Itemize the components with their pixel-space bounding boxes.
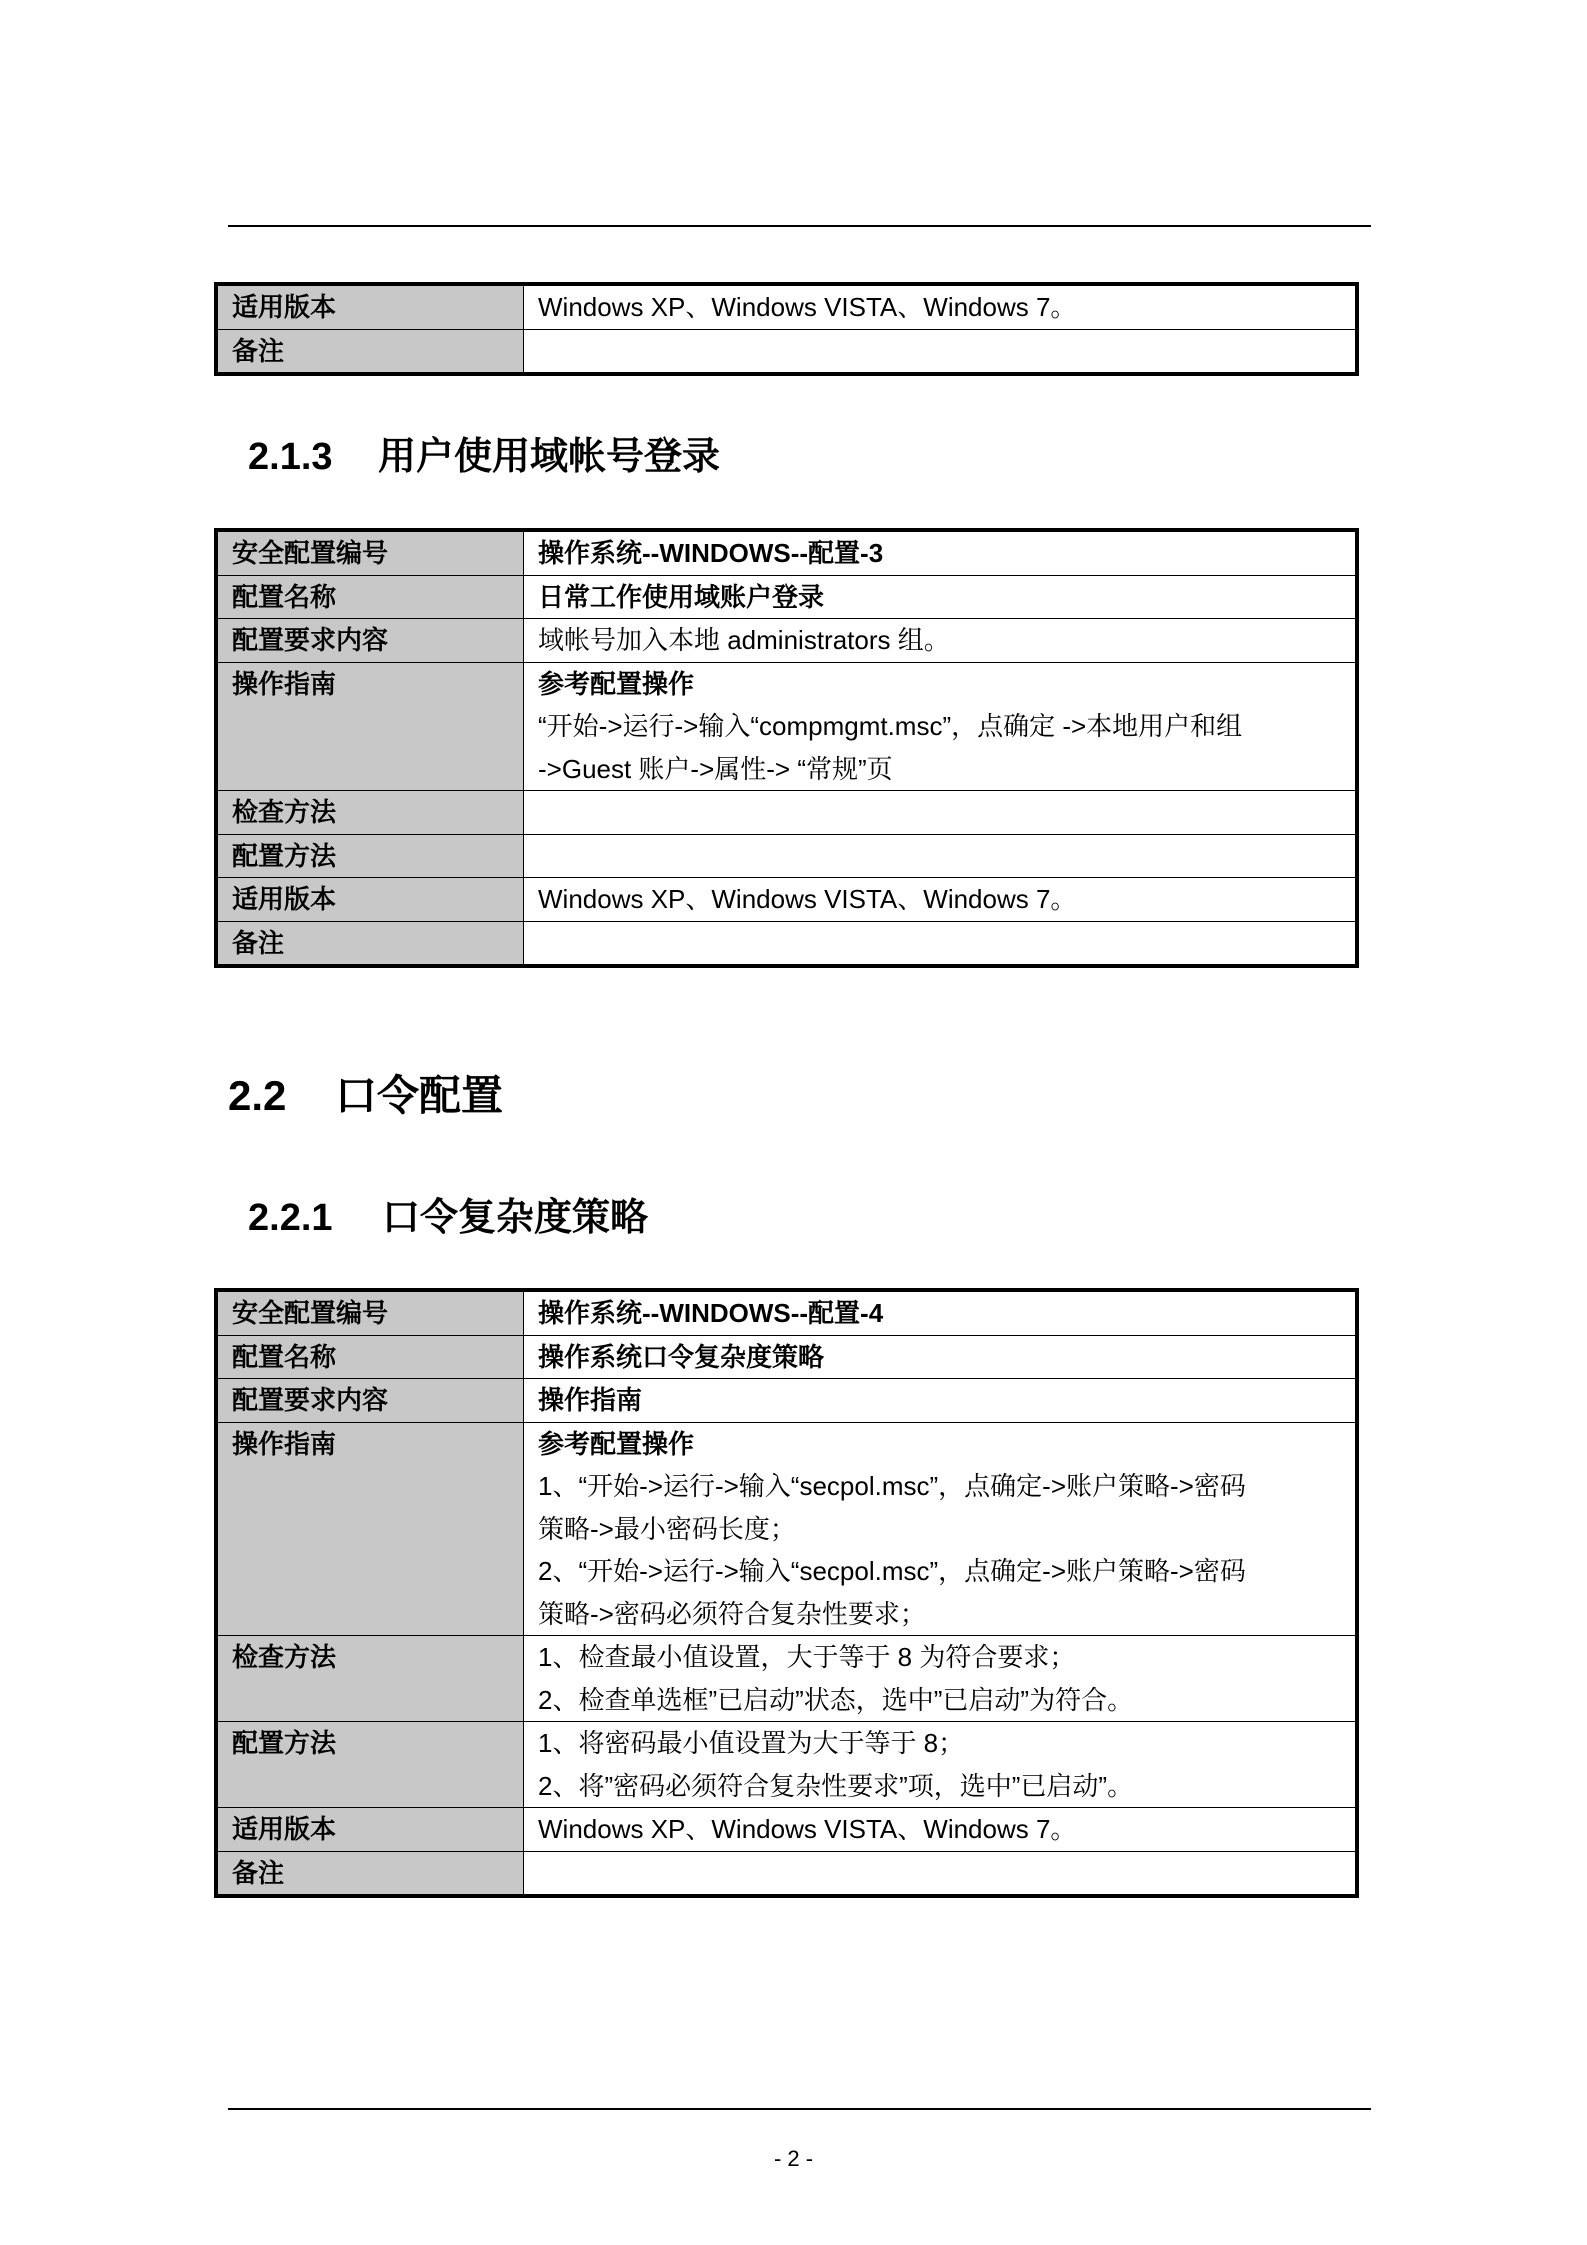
value-line: 2、将”密码必须符合复杂性要求”项，选中”已启动”。 bbox=[538, 1770, 1134, 1801]
value-line: 操作指南 bbox=[538, 1385, 643, 1415]
value-line: 1、“开始->运行->输入“secpol.msc”，点确定->账户策略->密码 bbox=[538, 1471, 1246, 1501]
value-line: 2、检查单选框”已启动”状态，选中”已启动”为符合。 bbox=[538, 1684, 1134, 1715]
heading-title: 口令配置 bbox=[335, 1072, 504, 1119]
table-row bbox=[218, 329, 1356, 373]
value-line: Windows XP、Windows VISTA、Windows 7。 bbox=[538, 1814, 1077, 1844]
row-value bbox=[524, 619, 1356, 663]
row-value bbox=[524, 791, 1356, 835]
table-row bbox=[218, 1292, 1356, 1336]
row-label: 适用版本 bbox=[218, 878, 524, 922]
row-label: 适用版本 bbox=[218, 1808, 524, 1852]
value-line: 日常工作使用域账户登录 bbox=[538, 581, 825, 612]
table-row bbox=[218, 1722, 1356, 1808]
row-label: 备注 bbox=[218, 329, 524, 373]
row-value bbox=[524, 921, 1356, 965]
table-row bbox=[218, 921, 1356, 965]
row-label: 备注 bbox=[218, 1851, 524, 1895]
table-row bbox=[218, 286, 1356, 330]
value-line: 策略->最小密码长度； bbox=[538, 1513, 796, 1544]
row-label: 配置方法 bbox=[218, 1722, 524, 1808]
row-label: 配置名称 bbox=[218, 1335, 524, 1379]
value-line: 操作系统口令复杂度策略 bbox=[538, 1341, 825, 1372]
value-line: ->Guest 账户->属性-> “常规”页 bbox=[538, 753, 893, 784]
value-line bbox=[538, 922, 1341, 965]
section-heading-2-2-1 bbox=[248, 1186, 648, 1241]
value-line: 操作系统--WINDOWS--配置-4 bbox=[538, 1298, 884, 1328]
row-label: 配置名称 bbox=[218, 575, 524, 619]
table-row bbox=[218, 619, 1356, 663]
row-label: 备注 bbox=[218, 921, 524, 965]
value-line: 操作系统--WINDOWS--配置-3 bbox=[538, 538, 884, 568]
table-row bbox=[218, 878, 1356, 922]
value-line: 域帐号加入本地 administrators 组。 bbox=[538, 625, 950, 655]
value-line: 参考配置操作 bbox=[538, 1428, 695, 1459]
config-table-4 bbox=[214, 1288, 1359, 1898]
table-row bbox=[218, 662, 1356, 791]
table-row bbox=[218, 1335, 1356, 1379]
page-number: - 2 - bbox=[773, 2146, 814, 2171]
value-line bbox=[538, 791, 1341, 834]
row-value bbox=[524, 329, 1356, 373]
heading-number: 2.2 bbox=[228, 1072, 287, 1119]
table-row bbox=[218, 1422, 1356, 1636]
row-label: 安全配置编号 bbox=[218, 1292, 524, 1336]
header-rule bbox=[228, 225, 1371, 227]
table-row bbox=[218, 532, 1356, 576]
row-value bbox=[524, 575, 1356, 619]
row-label: 配置要求内容 bbox=[218, 619, 524, 663]
value-line: 参考配置操作 bbox=[538, 668, 695, 699]
row-label: 检查方法 bbox=[218, 1636, 524, 1722]
row-label: 适用版本 bbox=[218, 286, 524, 330]
row-label: 操作指南 bbox=[218, 1422, 524, 1636]
row-value bbox=[524, 532, 1356, 576]
row-label: 检查方法 bbox=[218, 791, 524, 835]
heading-title: 口令复杂度策略 bbox=[382, 1197, 649, 1239]
value-line bbox=[538, 835, 1341, 878]
table-row bbox=[218, 1636, 1356, 1722]
heading-number: 2.1.3 bbox=[248, 436, 333, 478]
table-row bbox=[218, 791, 1356, 835]
heading-title: 用户使用域帐号登录 bbox=[378, 436, 721, 478]
row-value bbox=[524, 1636, 1356, 1722]
table-row bbox=[218, 1851, 1356, 1895]
value-line: Windows XP、Windows VISTA、Windows 7。 bbox=[538, 884, 1077, 914]
footer-rule bbox=[228, 2108, 1371, 2110]
value-line: “开始->运行->输入“compmgmt.msc”，点确定 ->本地用户和组 bbox=[538, 711, 1243, 741]
value-line: Windows XP、Windows VISTA、Windows 7。 bbox=[538, 292, 1077, 322]
value-line bbox=[538, 1852, 1341, 1895]
row-value bbox=[524, 1422, 1356, 1636]
table-row bbox=[218, 575, 1356, 619]
value-line: 1、检查最小值设置，大于等于 8 为符合要求； bbox=[538, 1642, 1076, 1672]
row-value bbox=[524, 1851, 1356, 1895]
row-label: 安全配置编号 bbox=[218, 532, 524, 576]
value-line: 1、将密码最小值设置为大于等于 8； bbox=[538, 1728, 965, 1758]
row-value bbox=[524, 1379, 1356, 1423]
heading-number: 2.2.1 bbox=[248, 1197, 333, 1239]
row-label: 配置方法 bbox=[218, 834, 524, 878]
table-row bbox=[218, 1808, 1356, 1852]
config-table-3 bbox=[214, 528, 1359, 968]
row-value bbox=[524, 1335, 1356, 1379]
config-table-2 bbox=[214, 282, 1359, 376]
row-value bbox=[524, 834, 1356, 878]
table-row bbox=[218, 834, 1356, 878]
section-heading-2-1-3 bbox=[248, 425, 720, 480]
row-label: 操作指南 bbox=[218, 662, 524, 791]
section-heading-2-2 bbox=[228, 1063, 503, 1123]
table-row bbox=[218, 1379, 1356, 1423]
row-value bbox=[524, 878, 1356, 922]
row-value bbox=[524, 662, 1356, 791]
row-value bbox=[524, 1722, 1356, 1808]
value-line: 策略->密码必须符合复杂性要求； bbox=[538, 1598, 926, 1629]
row-value bbox=[524, 1808, 1356, 1852]
row-label: 配置要求内容 bbox=[218, 1379, 524, 1423]
row-value bbox=[524, 1292, 1356, 1336]
value-line: 2、“开始->运行->输入“secpol.msc”，点确定->账户策略->密码 bbox=[538, 1556, 1246, 1586]
value-line bbox=[538, 330, 1341, 373]
row-value bbox=[524, 286, 1356, 330]
